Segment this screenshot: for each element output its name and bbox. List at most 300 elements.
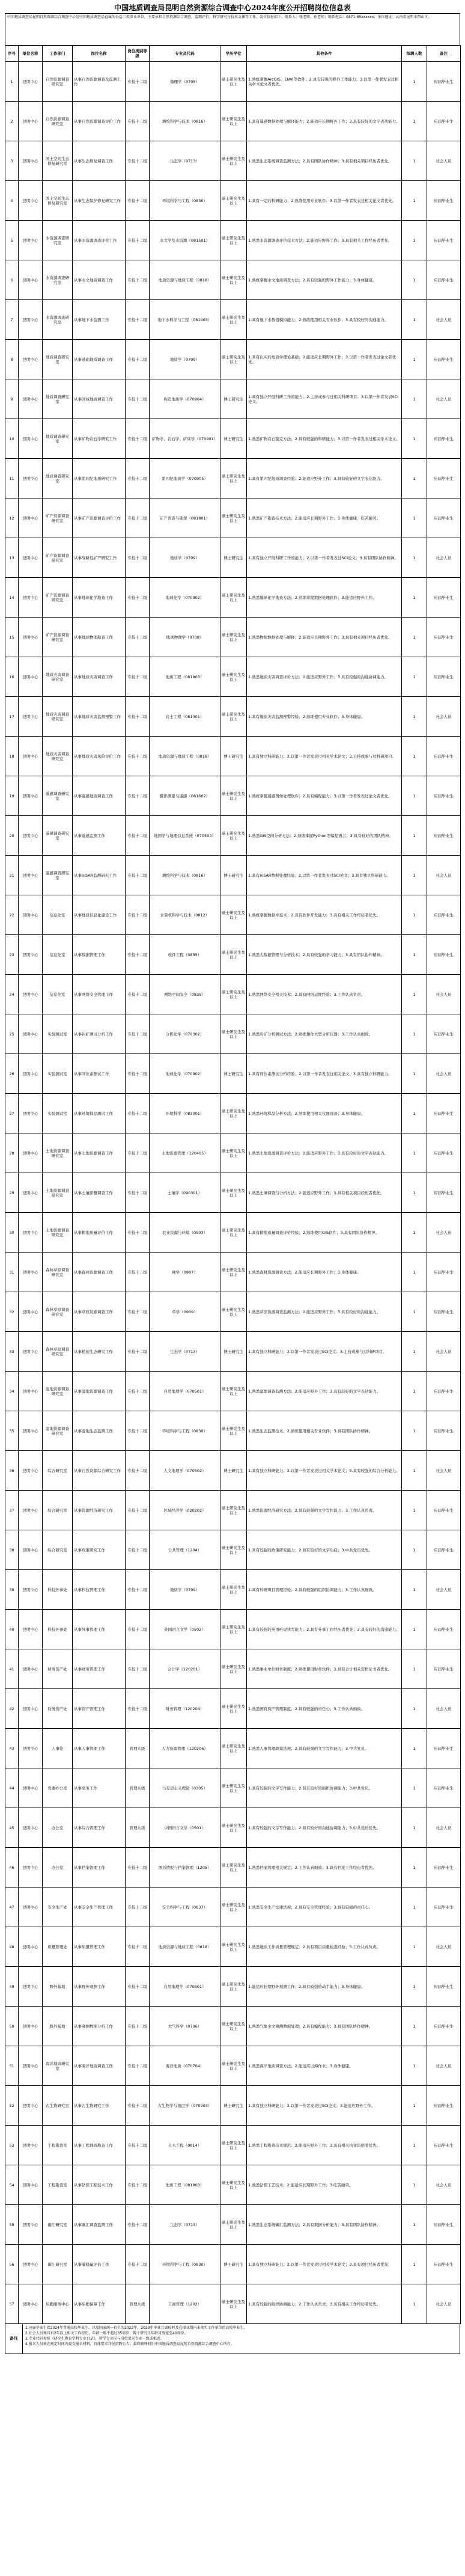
remark: 应届毕业生 — [427, 221, 461, 260]
post-name: 从事基础地质调查工作 — [73, 340, 126, 379]
post-level: 专技十二级 — [126, 697, 150, 737]
major-code: 地质资源与地质工程（0818） — [150, 260, 220, 300]
remark: 应届毕业生 — [427, 419, 461, 459]
post-level: 管理九级 — [126, 1808, 150, 1848]
remark: 社会人员 — [427, 1451, 461, 1491]
row-number: 7 — [5, 300, 19, 340]
other-requirements: 1.具有第四纪地质调查经验；2.能适应野外工作；3.具有较好的文字表达能力。 — [247, 459, 402, 498]
post-level: 专技十二级 — [126, 2205, 150, 2245]
unit-name: 昆明中心 — [19, 260, 43, 300]
other-requirements: 1.熟悉工程勘查技术规范；2.能适应野外工作；3.具有相关执业资格者优先。 — [247, 2126, 402, 2165]
post-name: 从事自然资源综合研究工作 — [73, 1451, 126, 1491]
education: 博士研究生 — [220, 737, 247, 776]
post-name: 从事科技管理工作 — [73, 1570, 126, 1610]
table-header-row — [5, 46, 461, 62]
education: 硕士研究生及以上 — [220, 1014, 247, 1054]
row-number: 47 — [5, 1888, 19, 1927]
post-name: 从事同位素测试工作 — [73, 1054, 126, 1094]
major-code: 岩土工程（081401） — [150, 697, 220, 737]
post-name: 从事地质灾害监测预警工作 — [73, 697, 126, 737]
major-code: 矿产普查与勘探（081801） — [150, 498, 220, 538]
header-cell: 备注 — [427, 46, 461, 62]
department: 矿产资源调查研究室 — [43, 538, 73, 578]
post-name: 从事数据管理工作 — [73, 935, 126, 975]
table-row — [5, 1014, 461, 1054]
table-row — [5, 379, 461, 419]
page — [5, 4, 460, 2354]
post-level: 专技十二级 — [126, 1411, 150, 1451]
major-code: 人文地理学（070502） — [150, 1451, 220, 1491]
education: 硕士研究生及以上 — [220, 1808, 247, 1848]
education: 硕士研究生及以上 — [220, 181, 247, 221]
row-number: 53 — [5, 2126, 19, 2165]
post-name: 从事自然资源调查及监测工作 — [73, 62, 126, 102]
post-name: 从事InSAR监测研究工作 — [73, 856, 126, 895]
headcount: 1 — [402, 1808, 427, 1848]
education: 硕士研究生及以上 — [220, 498, 247, 538]
education: 硕士研究生及以上 — [220, 141, 247, 181]
department: 国土空间生态修复研究室 — [43, 141, 73, 181]
unit-name: 昆明中心 — [19, 1610, 43, 1649]
post-name: 从事自然资源调查评价工作 — [73, 102, 126, 141]
other-requirements: 1.熟悉地质灾害调查评价方法；2.能适应野外工作；3.具有较强的沟通协调能力。 — [247, 657, 402, 697]
unit-name: 昆明中心 — [19, 895, 43, 935]
remark: 应届毕业生 — [427, 260, 461, 300]
headcount: 1 — [402, 1253, 427, 1292]
other-requirements: 1.熟悉网络安全相关技术；2.具有网络运维经验；3.工作认真负责。 — [247, 975, 402, 1014]
remark: 应届毕业生 — [427, 1133, 461, 1173]
remark: 社会人员 — [427, 1332, 461, 1372]
row-number: 20 — [5, 816, 19, 856]
other-requirements: 1.熟悉水资源调查评价技术方法；2.能适应野外工作；3.具有相关工作经历者优先。 — [247, 221, 402, 260]
unit-name: 昆明中心 — [19, 2086, 43, 2126]
education: 硕士研究生及以上 — [220, 1491, 247, 1530]
department: 科技外事处 — [43, 1610, 73, 1649]
major-code: 第四纪地质学（070905） — [150, 459, 220, 498]
headcount: 1 — [402, 2046, 427, 2086]
remark: 应届毕业生 — [427, 657, 461, 697]
remark: 社会人员 — [427, 697, 461, 737]
other-requirements: 1.熟悉安全生产法律法规；2.具有安全管理经验；3.具有较强的责任心。 — [247, 1888, 402, 1927]
remark: 应届毕业生 — [427, 340, 461, 379]
table-row — [5, 1808, 461, 1848]
headcount: 1 — [402, 895, 427, 935]
unit-name: 昆明中心 — [19, 935, 43, 975]
education: 硕士研究生及以上 — [220, 1530, 247, 1570]
education: 硕士研究生及以上 — [220, 1133, 247, 1173]
post-level: 专技十二级 — [126, 2126, 150, 2165]
department: 矿产资源调查研究室 — [43, 618, 73, 657]
remark: 社会人员 — [427, 1927, 461, 1967]
headcount: 1 — [402, 2165, 427, 2205]
education: 博士研究生 — [220, 2086, 247, 2126]
department: 遥感调查研究室 — [43, 856, 73, 895]
major-code: 计算机科学与技术（0812） — [150, 895, 220, 935]
education: 博士研究生 — [220, 1054, 247, 1094]
other-requirements: 1.具有独立科研能力；2.以第一作者发表过SCI论文；3.能适应野外工作。 — [247, 2086, 402, 2126]
table-row — [5, 1729, 461, 1768]
row-number: 33 — [5, 1332, 19, 1372]
unit-name: 昆明中心 — [19, 1014, 43, 1054]
major-code: 自然地理学（070501） — [150, 1967, 220, 2007]
post-name: 从事地质信息化建设工作 — [73, 895, 126, 935]
department: 碳汇研究室 — [43, 2205, 73, 2245]
department: 野外基地 — [43, 2007, 73, 2046]
department: 矿产资源调查研究室 — [43, 498, 73, 538]
education: 硕士研究生及以上 — [220, 1848, 247, 1888]
table-row — [5, 538, 461, 578]
table-row — [5, 1173, 461, 1213]
post-name: 从事土地资源调查工作 — [73, 1133, 126, 1173]
remark: 应届毕业生 — [427, 935, 461, 975]
post-level: 专技十二级 — [126, 1133, 150, 1173]
other-requirements: 1.具有独立开展科研工作的能力；2.主持或参与过相关科研项目；3.以第一作者发表SCI论文。 — [247, 379, 402, 419]
row-number: 5 — [5, 221, 19, 260]
table-row — [5, 300, 461, 340]
row-number: 37 — [5, 1491, 19, 1530]
table-row — [5, 181, 461, 221]
table-row — [5, 498, 461, 538]
table-row — [5, 1491, 461, 1530]
post-level: 专技十二级 — [126, 498, 150, 538]
table-row — [5, 1332, 461, 1372]
other-requirements: 1.熟悉生态监测技术；2.熟练使用相关专业软件；3.具有团队协作精神。 — [247, 1411, 402, 1451]
remark: 应届毕业生 — [427, 1292, 461, 1332]
unit-name: 昆明中心 — [19, 459, 43, 498]
note-line: 3.专业代码参照《研究生教育学科专业目录》，所学专业应与岗位要求专业一致或相近。 — [25, 2337, 164, 2341]
table-row — [5, 578, 461, 618]
headcount: 1 — [402, 419, 427, 459]
education: 硕士研究生及以上 — [220, 578, 247, 618]
row-number: 38 — [5, 1530, 19, 1570]
post-level: 专技十二级 — [126, 1888, 150, 1927]
unit-name: 昆明中心 — [19, 1729, 43, 1768]
other-requirements: 1.具有遥感数据处理与解译能力；2.能适应长期野外工作；3.具有较好的文字表达能力。 — [247, 102, 402, 141]
headcount: 1 — [402, 975, 427, 1014]
post-name: 从事地球物理勘查工作 — [73, 618, 126, 657]
headcount: 1 — [402, 1491, 427, 1530]
table-row — [5, 221, 461, 260]
remark: 社会人员 — [427, 538, 461, 578]
education: 硕士研究生及以上 — [220, 1888, 247, 1927]
unit-name: 昆明中心 — [19, 2126, 43, 2165]
post-name: 从事生态保护修复研究工作 — [73, 181, 126, 221]
remark: 应届毕业生 — [427, 1491, 461, 1530]
education: 硕士研究生及以上 — [220, 1253, 247, 1292]
post-name: 从事土壤质量调查工作 — [73, 1173, 126, 1213]
table-row — [5, 459, 461, 498]
row-number: 39 — [5, 1570, 19, 1610]
major-code: 海洋地质（070704） — [150, 2046, 220, 2086]
education: 硕士研究生及以上 — [220, 1411, 247, 1451]
department: 地质调查研究室 — [43, 340, 73, 379]
post-name: 从事地球化学勘查工作 — [73, 578, 126, 618]
unit-name: 昆明中心 — [19, 2245, 43, 2284]
major-code: 中国语言文学（0501） — [150, 1808, 220, 1848]
row-number: 41 — [5, 1649, 19, 1689]
post-level: 专技十二级 — [126, 1372, 150, 1411]
unit-name: 昆明中心 — [19, 1094, 43, 1133]
other-requirements: 1.熟悉地质工作质量管理规定；2.具有项目质量检查经验；3.工作认真负责。 — [247, 1927, 402, 1967]
remark: 社会人员 — [427, 379, 461, 419]
other-requirements: 1.熟悉人事管理政策法规；2.具有较强的文字写作能力；3.中共党员。 — [247, 1729, 402, 1768]
unit-name: 昆明中心 — [19, 697, 43, 737]
other-requirements: 1.熟练掌握水文地质调查方法；2.具有较强的野外工作能力；3.身体健康。 — [247, 260, 402, 300]
table-row — [5, 1253, 461, 1292]
headcount: 1 — [402, 935, 427, 975]
education: 博士研究生 — [220, 379, 247, 419]
headcount: 1 — [402, 1411, 427, 1451]
major-code: 大气科学（0706） — [150, 2007, 220, 2046]
row-number: 10 — [5, 419, 19, 459]
education: 硕士研究生及以上 — [220, 1649, 247, 1689]
table-row — [5, 895, 461, 935]
row-number: 13 — [5, 538, 19, 578]
remark: 应届毕业生 — [427, 1768, 461, 1808]
department: 党委办公室 — [43, 1768, 73, 1808]
row-number: 16 — [5, 657, 19, 697]
post-level: 专技十二级 — [126, 1610, 150, 1649]
unit-name: 昆明中心 — [19, 578, 43, 618]
post-name: 从事工程地质勘查工作 — [73, 2126, 126, 2165]
post-name: 从事资源经济研究工作 — [73, 1491, 126, 1530]
education: 硕士研究生及以上 — [220, 459, 247, 498]
department: 质量管理处 — [43, 1927, 73, 1967]
post-level: 专技十二级 — [126, 1967, 150, 2007]
row-number: 1 — [5, 62, 19, 102]
major-code: 地球化学（070902） — [150, 578, 220, 618]
post-name: 从事第四纪地质研究工作 — [73, 459, 126, 498]
row-number: 28 — [5, 1133, 19, 1173]
education: 硕士研究生及以上 — [220, 1292, 247, 1332]
major-code: 地下水科学与工程（081403） — [150, 300, 220, 340]
row-number: 12 — [5, 498, 19, 538]
major-code: 地图学与地理信息系统（070503） — [150, 816, 220, 856]
post-name: 从事后勤保障工作 — [73, 2284, 126, 2324]
remark: 应届毕业生 — [427, 2205, 461, 2245]
table-row — [5, 856, 461, 895]
unit-name: 昆明中心 — [19, 776, 43, 816]
headcount: 1 — [402, 697, 427, 737]
headcount: 1 — [402, 538, 427, 578]
other-requirements: 1.能适应长期野外观测工作；2.具有较强的动手能力；3.身体健康。 — [247, 1967, 402, 2007]
post-level: 管理九级 — [126, 1729, 150, 1768]
row-number: 29 — [5, 1173, 19, 1213]
education: 博士研究生 — [220, 538, 247, 578]
headcount: 1 — [402, 2007, 427, 2046]
remark: 应届毕业生 — [427, 1253, 461, 1292]
major-code: 分析化学（070302） — [150, 1014, 220, 1054]
department: 工程勘查室 — [43, 2165, 73, 2205]
row-number: 50 — [5, 2007, 19, 2046]
other-requirements: 1.具有地质灾害监测预警经验；2.熟练使用专业软件；3.身体健康。 — [247, 697, 402, 737]
row-number: 26 — [5, 1054, 19, 1094]
table-row — [5, 657, 461, 697]
post-name: 从事水文地质调查工作 — [73, 260, 126, 300]
other-requirements: 1.熟悉资源经济研究方法；2.具有较强的文字写作能力；3.工作认真负责。 — [247, 1491, 402, 1530]
post-level: 专技十二级 — [126, 1014, 150, 1054]
row-number: 15 — [5, 618, 19, 657]
remark: 应届毕业生 — [427, 618, 461, 657]
major-code: 环境科学与工程（0830） — [150, 1411, 220, 1451]
remark: 应届毕业生 — [427, 1411, 461, 1451]
major-code: 会计学（120201） — [150, 1649, 220, 1689]
post-name: 从事人事管理工作 — [73, 1729, 126, 1768]
major-code: 草学（0909） — [150, 1292, 220, 1332]
unit-name: 昆明中心 — [19, 2205, 43, 2245]
education: 硕士研究生及以上 — [220, 1927, 247, 1967]
education: 博士研究生 — [220, 856, 247, 895]
headcount: 1 — [402, 1372, 427, 1411]
department: 财务资产处 — [43, 1649, 73, 1689]
remark: 应届毕业生 — [427, 459, 461, 498]
unit-name: 昆明中心 — [19, 1292, 43, 1332]
education: 硕士研究生及以上 — [220, 1729, 247, 1768]
table-row — [5, 1848, 461, 1888]
major-code: 林学（0907） — [150, 1253, 220, 1292]
post-name: 从事观测数据分析工作 — [73, 2007, 126, 2046]
department: 湿地资源调查研究室 — [43, 1372, 73, 1411]
headcount: 1 — [402, 260, 427, 300]
table-row — [5, 737, 461, 776]
unit-name: 昆明中心 — [19, 379, 43, 419]
remark: 应届毕业生 — [427, 1173, 461, 1213]
major-code: 测绘科学与技术（0816） — [150, 856, 220, 895]
row-number: 4 — [5, 181, 19, 221]
post-name: 从事质量管理工作 — [73, 1927, 126, 1967]
row-number: 6 — [5, 260, 19, 300]
post-name: 从事森林资源调查工作 — [73, 1253, 126, 1292]
education: 博士研究生 — [220, 1451, 247, 1491]
header-cell: 专业及代码 — [150, 46, 220, 62]
note-line: 1.应届毕业生指2024年普通高校毕业生，以及国家统一招生的2022年、2023年毕业且离校时及在择业期内未落实工作单位的高校毕业生。 — [25, 2326, 248, 2330]
major-code: 古生物学与地层学（070903） — [150, 2086, 220, 2126]
row-number: 34 — [5, 1372, 19, 1411]
department: 森林草原调查研究室 — [43, 1253, 73, 1292]
table-row — [5, 2205, 461, 2245]
post-name: 从事地下水监测工作 — [73, 300, 126, 340]
post-name: 从事资产管理工作 — [73, 1689, 126, 1729]
department: 森林草原调查研究室 — [43, 1332, 73, 1372]
major-code: 软件工程（0835） — [150, 935, 220, 975]
unit-name: 昆明中心 — [19, 62, 43, 102]
post-level: 专技十二级 — [126, 1649, 150, 1689]
remark: 应届毕业生 — [427, 62, 461, 102]
post-level: 专技十二级 — [126, 1213, 150, 1253]
headcount: 1 — [402, 1610, 427, 1649]
row-number: 32 — [5, 1292, 19, 1332]
remark: 应届毕业生 — [427, 2245, 461, 2284]
education: 硕士研究生及以上 — [220, 1570, 247, 1610]
major-code: 地质资源与地质工程（0818） — [150, 737, 220, 776]
other-requirements: 1.熟悉档案管理相关规定；2.工作认真细致；3.具有档案工作经历者优先。 — [247, 1848, 402, 1888]
other-requirements: 1.熟悉湿地调查监测方法；2.能适应野外工作；3.具有较好的文字表达能力。 — [247, 1372, 402, 1411]
other-requirements: 1.具有独立科研能力；2.以第一作者发表过相关学术论文；3.主持或参与过科研项目。 — [247, 737, 402, 776]
unit-name: 昆明中心 — [19, 1173, 43, 1213]
post-level: 专技十二级 — [126, 1451, 150, 1491]
post-name: 从事湿地资源调查工作 — [73, 1372, 126, 1411]
headcount: 1 — [402, 1530, 427, 1570]
other-requirements: 1.具有InSAR数据处理经验；2.以第一作者发表过SCI论文；3.具有独立科研能力。 — [247, 856, 402, 895]
unit-name: 昆明中心 — [19, 1967, 43, 2007]
unit-name: 昆明中心 — [19, 856, 43, 895]
post-level: 专技十二级 — [126, 2007, 150, 2046]
table-row — [5, 935, 461, 975]
education: 硕士研究生及以上 — [220, 221, 247, 260]
header-cell: 单位名称 — [19, 46, 43, 62]
department: 矿产资源调查研究室 — [43, 578, 73, 618]
post-level: 专技十二级 — [126, 340, 150, 379]
table-body — [5, 62, 461, 2324]
unit-name: 昆明中心 — [19, 737, 43, 776]
remark: 应届毕业生 — [427, 895, 461, 935]
notes-text — [23, 2324, 460, 2354]
other-requirements: 1.熟悉森林资源调查方法；2.能适应长期野外工作；3.身体健康。 — [247, 1253, 402, 1292]
department: 国土空间生态修复研究室 — [43, 181, 73, 221]
department: 水资源调查研究室 — [43, 300, 73, 340]
department: 安全生产处 — [43, 1888, 73, 1927]
remark: 社会人员 — [427, 300, 461, 340]
table-row — [5, 1292, 461, 1332]
table-row — [5, 697, 461, 737]
remark: 应届毕业生 — [427, 2007, 461, 2046]
intro-text: 中国地质调查局昆明自然资源综合调查中心是中国地质调查局直属的公益二类事业单位，主要承担自然资源综合调查、监测评价、科学研究与技术支撑等工作，岗位信息如下。联系人：张老师、孙老师；联系电话：0871-65xxxxxx；单位地址：云南省昆明市西山区。 — [5, 13, 460, 46]
row-number: 31 — [5, 1253, 19, 1292]
post-level: 专技十二级 — [126, 1054, 150, 1094]
unit-name: 昆明中心 — [19, 2007, 43, 2046]
row-number: 17 — [5, 697, 19, 737]
other-requirements: 1.具有较强的英语听说读写能力；2.具有外事工作经历者优先；3.具有较好的沟通能力。 — [247, 1610, 402, 1649]
post-level: 专技十二级 — [126, 618, 150, 657]
post-name: 从事区域地质调查工作 — [73, 379, 126, 419]
other-requirements: 1.具有地下水数值模拟能力；2.熟练使用相关专业软件；3.具有较好的沟通能力。 — [247, 300, 402, 340]
post-name: 从事地质灾害调查工作 — [73, 657, 126, 697]
major-code: 土木工程（0814） — [150, 2126, 220, 2165]
post-name: 从事政策研究工作 — [73, 1530, 126, 1570]
major-code: 水文学及水资源（081501） — [150, 221, 220, 260]
education: 硕士研究生及以上 — [220, 2007, 247, 2046]
post-level: 专技十二级 — [126, 578, 150, 618]
remark: 社会人员 — [427, 856, 461, 895]
education: 硕士研究生及以上 — [220, 260, 247, 300]
other-requirements: 1.熟练掌握遥感图像处理软件；2.具有编程能力；3.以第一作者发表过论文者优先。 — [247, 776, 402, 816]
department: 地质灾害调查研究室 — [43, 737, 73, 776]
post-level: 专技十二级 — [126, 300, 150, 340]
other-requirements: 1.熟悉大数据管理与分析技术；2.具有较强的学习能力；3.具有团队协作精神。 — [247, 935, 402, 975]
headcount: 1 — [402, 1729, 427, 1768]
remark: 社会人员 — [427, 2165, 461, 2205]
department: 综合研究室 — [43, 1451, 73, 1491]
remark: 社会人员 — [427, 2046, 461, 2086]
remark: 应届毕业生 — [427, 1014, 461, 1054]
headcount: 1 — [402, 181, 427, 221]
education: 硕士研究生及以上 — [220, 62, 247, 102]
remark: 应届毕业生 — [427, 776, 461, 816]
remark: 应届毕业生 — [427, 1610, 461, 1649]
other-requirements: 1.熟悉草原资源调查监测方法；2.能适应野外工作；3.具有较好的沟通能力。 — [247, 1292, 402, 1332]
department: 科技外事处 — [43, 1570, 73, 1610]
other-requirements: 1.具有较强的文字写作能力；2.具有较好的沟通协调能力；3.中共党员优先。 — [247, 1808, 402, 1848]
remark: 应届毕业生 — [427, 1729, 461, 1768]
post-level: 管理九级 — [126, 2284, 150, 2324]
education: 硕士研究生及以上 — [220, 975, 247, 1014]
table-row — [5, 1530, 461, 1570]
headcount: 1 — [402, 2126, 427, 2165]
headcount: 1 — [402, 2245, 427, 2284]
remark: 应届毕业生 — [427, 1094, 461, 1133]
remark: 应届毕业生 — [427, 1649, 461, 1689]
education: 硕士研究生及以上 — [220, 102, 247, 141]
